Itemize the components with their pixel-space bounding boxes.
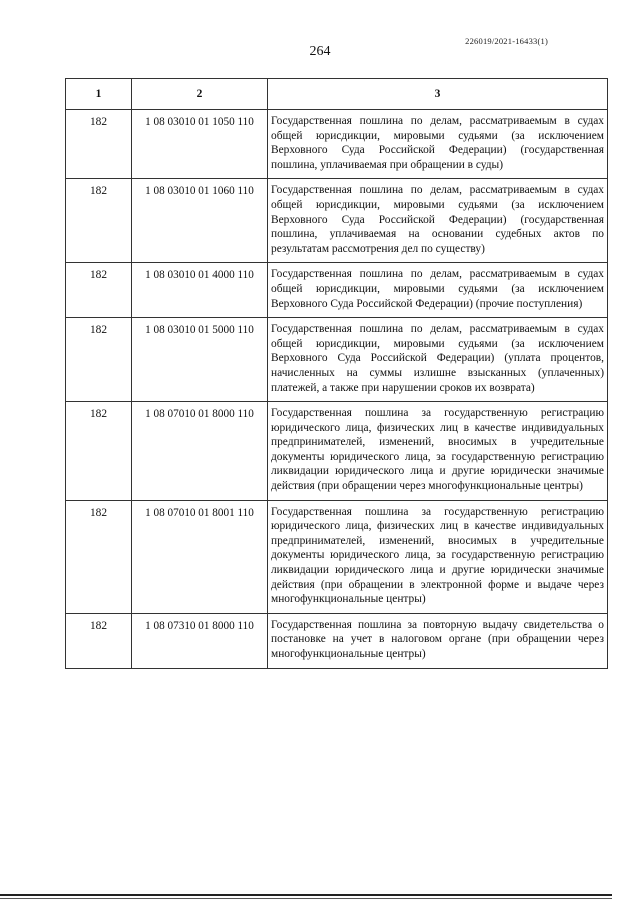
page-number: 264 (309, 44, 331, 59)
table-row (66, 402, 608, 501)
income-name-cell: Государственная пошлина по делам, рассматриваемым в судах общей юрисдикции, мировыми судьями (за исключением Верховного Суда Российской Федерации) (прочие поступления) (268, 263, 608, 318)
table-row (66, 263, 608, 318)
column-header-2: 2 (132, 79, 268, 110)
admin-code-cell: 182 (66, 613, 132, 668)
budget-code-cell: 1 08 03010 01 5000 110 (132, 318, 268, 402)
admin-code-cell: 182 (66, 110, 132, 179)
budget-code-table (65, 78, 608, 669)
income-name-cell: Государственная пошлина за государственную регистрацию юридического лица, физических лиц в качестве индивидуальных предпринимателей, изменений, вносимых в учредительные документы юридического лица, за государственную регистрацию ликвидации юридического лица и другие юридически значимые действия (при обращении через многофункциональные центры) (268, 402, 608, 501)
admin-code-cell: 182 (66, 402, 132, 501)
admin-code-cell: 182 (66, 179, 132, 263)
table-row (66, 613, 608, 668)
budget-code-cell: 1 08 03010 01 1050 110 (132, 110, 268, 179)
document-id: 226019/2021-16433(1) (465, 36, 548, 46)
table-header-row (66, 79, 608, 110)
budget-code-cell: 1 08 07010 01 8000 110 (132, 402, 268, 501)
income-name-cell: Государственная пошлина по делам, рассматриваемым в судах общей юрисдикции, мировыми судьями (за исключением Верховного Суда Российской Федерации) (государственная пошлина, уплачиваемая при обращении в суды) (268, 110, 608, 179)
bottom-scan-border (0, 894, 612, 896)
admin-code-cell: 182 (66, 263, 132, 318)
budget-code-cell: 1 08 07310 01 8000 110 (132, 613, 268, 668)
budget-code-cell: 1 08 03010 01 4000 110 (132, 263, 268, 318)
budget-code-cell: 1 08 03010 01 1060 110 (132, 179, 268, 263)
column-header-3: 3 (268, 79, 608, 110)
budget-code-cell: 1 08 07010 01 8001 110 (132, 500, 268, 613)
bottom-scan-border-thin (0, 898, 612, 899)
income-name-cell: Государственная пошлина по делам, рассматриваемым в судах общей юрисдикции, мировыми судьями (за исключением Верховного Суда Российской Федерации) (государственная пошлина, уплачиваемая на основании судебных актов по результатам рассмотрения дел по существу) (268, 179, 608, 263)
income-name-cell: Государственная пошлина по делам, рассматриваемым в судах общей юрисдикции, мировыми судьями (за исключением Верховного Суда Российской Федерации) (уплата процентов, начисленных на суммы излишне взысканных (уплаченных) платежей, а также при нарушении сроков их возврата) (268, 318, 608, 402)
income-name-cell: Государственная пошлина за повторную выдачу свидетельства о постановке на учет в налоговом органе (при обращении через многофункциональные центры) (268, 613, 608, 668)
table-row (66, 318, 608, 402)
admin-code-cell: 182 (66, 318, 132, 402)
column-header-1: 1 (66, 79, 132, 110)
table-row (66, 110, 608, 179)
admin-code-cell: 182 (66, 500, 132, 613)
income-name-cell: Государственная пошлина за государственную регистрацию юридического лица, физических лиц в качестве индивидуальных предпринимателей, изменений, вносимых в учредительные документы юридического лица, за государственную регистрацию ликвидации юридического лица и другие юридически значимые действия (при обращении в электронной форме и выдаче через многофункциональные центры) (268, 500, 608, 613)
table-row (66, 179, 608, 263)
table-row (66, 500, 608, 613)
